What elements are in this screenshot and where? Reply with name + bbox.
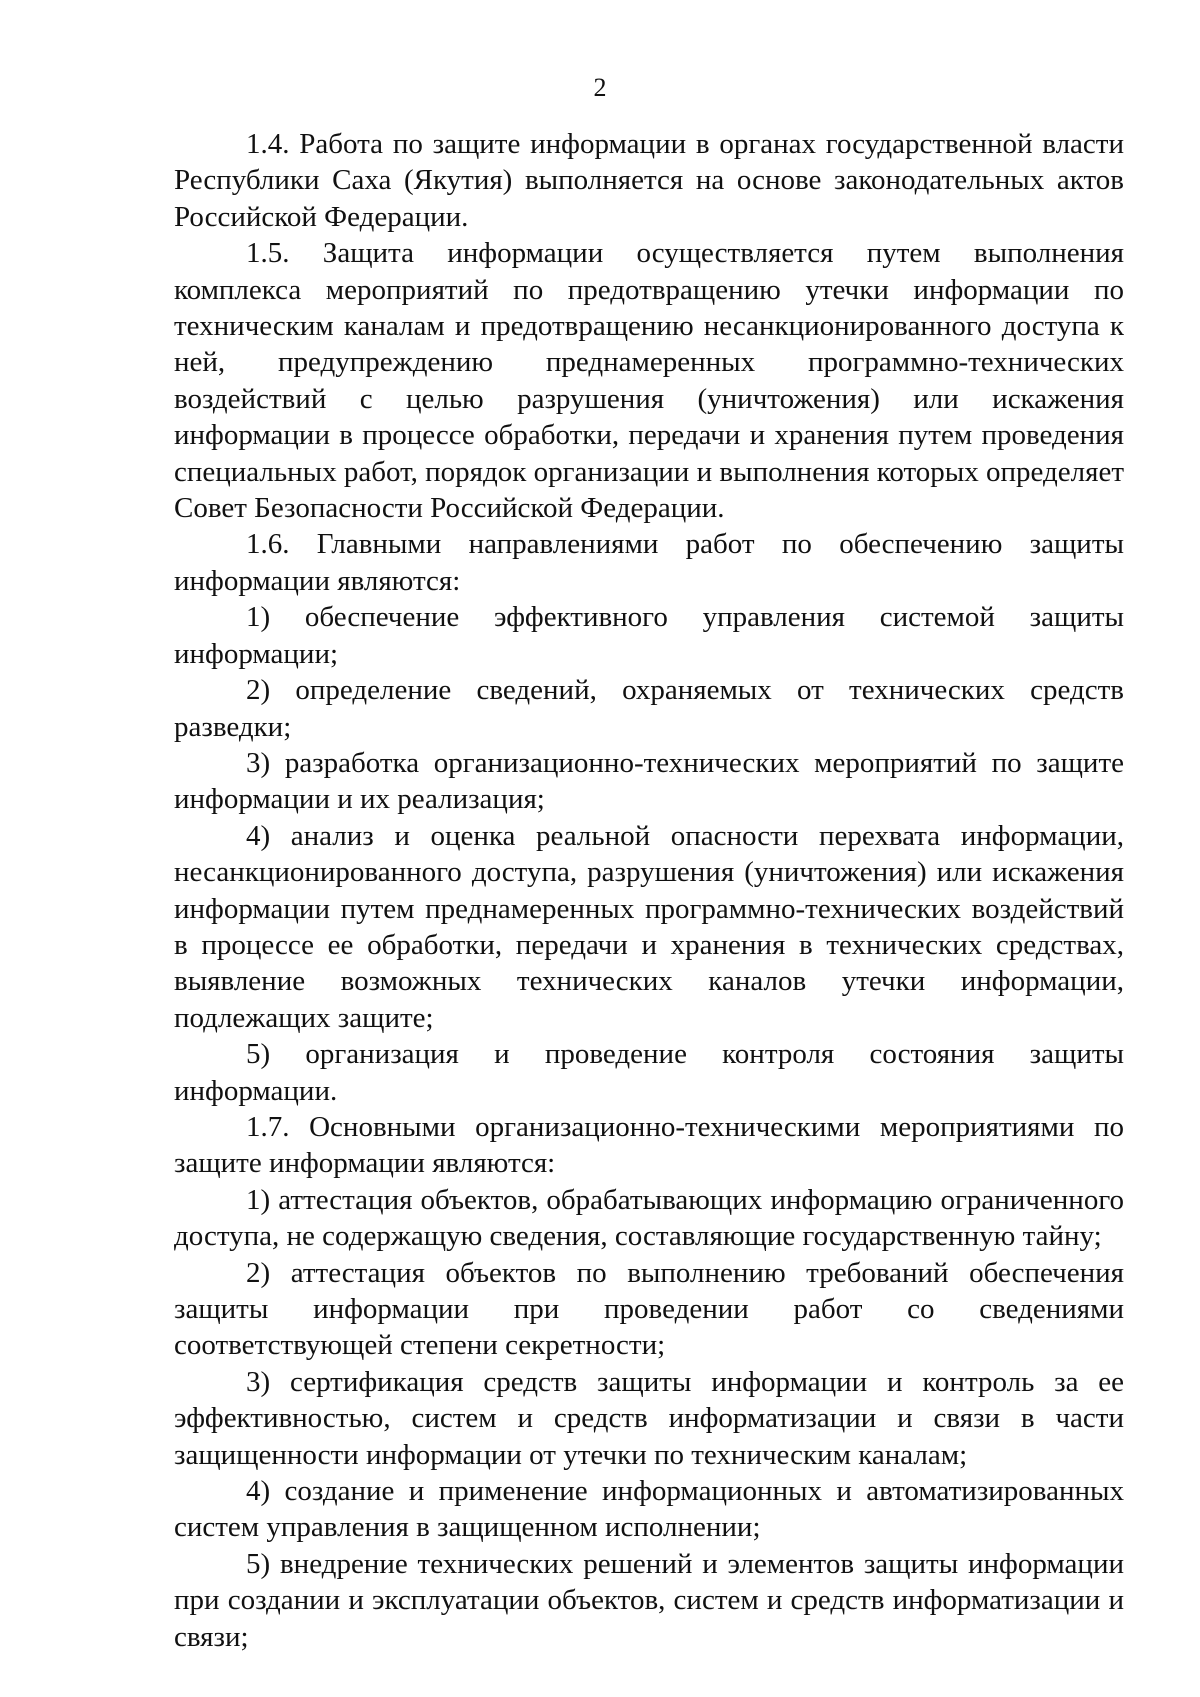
paragraph-1-5: 1.5. Защита информации осуществляется путем выполнения комплекса мероприятий по предотвращению утечки информации по техническим каналам и предотвращению несанкционированного доступа к ней, предупреждению преднамеренных программно-технических воздействий с целью разрушения (уничтожения) или искажения информации в процессе обработки, передачи и хранения путем проведения специальных работ, порядок организации и выполнения которых определяет Совет Безопасности Российской Федерации. [174,237,1124,525]
list-item-1-6-5: 5) организация и проведение контроля состояния защиты информации. [174,1038,1124,1107]
list-item-1-7-4: 4) создание и применение информационных и автоматизированных систем управления в защищенном исполнении; [174,1475,1124,1544]
list-item-1-6-2: 2) определение сведений, охраняемых от технических средств разведки; [174,674,1124,743]
list-item-1-6-3: 3) разработка организационно-технических мероприятий по защите информации и их реализация; [174,746,1124,816]
list-item-1-7-3: 3) сертификация средств защиты информации и контроль за ее эффективностью, систем и средств информатизации и связи в части защищенности информации от утечки по техническим каналам; [174,1365,1124,1471]
list-item-1-7-5: 5) внедрение технических решений и элементов защиты информации при создании и эксплуатации объектов, систем и средств информатизации и связи; [174,1547,1124,1653]
list-item-1-6-1: 1) обеспечение эффективного управления системой защиты информации; [174,601,1124,670]
document-body [174,126,1124,1655]
page-number: 2 [593,73,607,102]
paragraph-1-7: 1.7. Основными организационно-техническими мероприятиями по защите информации являются: [174,1110,1124,1180]
list-item-1-7-1: 1) аттестация объектов, обрабатывающих информацию ограниченного доступа, не содержащую сведения, составляющие государственную тайну; [174,1183,1124,1253]
list-item-1-6-4: 4) анализ и оценка реальной опасности перехвата информации, несанкционированного доступа, разрушения (уничтожения) или искажения информации путем преднамеренных программно-технических воздействий в процессе ее обработки, передачи и хранения в технических средствах, выявление возможных технических каналов утечки информации, подлежащих защите; [174,819,1124,1034]
list-item-1-7-2: 2) аттестация объектов по выполнению требований обеспечения защиты информации при проведении работ со сведениями соответствующей степени секретности; [174,1256,1124,1362]
paragraph-1-4: 1.4. Работа по защите информации в органах государственной власти Республики Саха (Якутия) выполняется на основе законодательных актов Российской Федерации. [174,128,1124,233]
paragraph-1-6: 1.6. Главными направлениями работ по обеспечению защиты информации являются: [174,528,1124,597]
